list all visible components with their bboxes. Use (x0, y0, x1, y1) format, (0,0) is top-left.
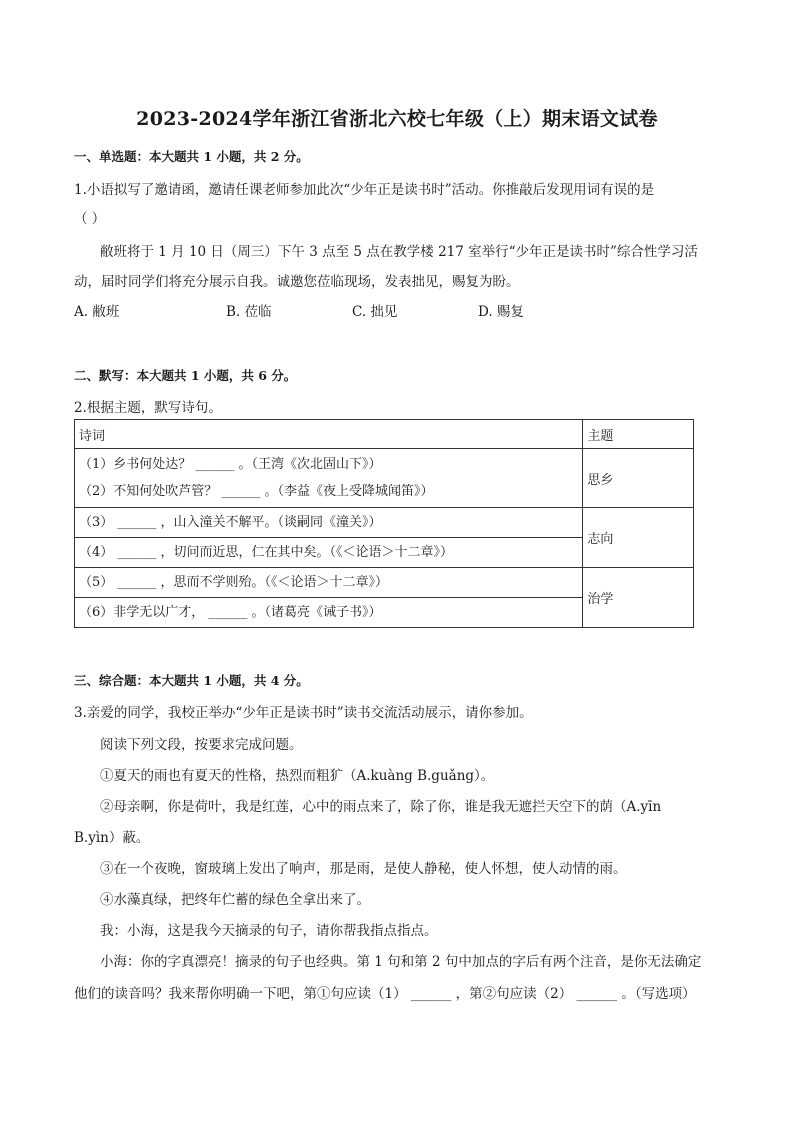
q3-dialogue-me: 我：小海，这是我今天摘录的句子，请你帮我指点指点。 (100, 923, 438, 939)
table-row (75, 508, 694, 538)
poem-line-2: （2）不知何处吹芦管？ ______ 。（李益《夜上受降城闻笛》） (79, 484, 434, 499)
q1-stem-line2: （ ） (74, 211, 106, 227)
q1-option-b[interactable]: B. 莅临 (226, 304, 272, 320)
q3-sentence-1: ①夏天的雨也有夏天的性格，热烈而粗犷（A.kuàng B.guǎng）。 (100, 768, 495, 784)
poem-cell-group-1 (75, 449, 583, 508)
theme-cell-1: 思乡 (583, 449, 694, 508)
header-theme: 主题 (583, 420, 694, 449)
poem-line-1: （1）乡书何处达？ ______ 。（王湾《次北固山下》） (79, 457, 382, 472)
theme-cell-2: 志向 (583, 508, 694, 568)
q3-dialogue-xiaohai: 小海：你的字真漂亮！摘录的句子也经典。第 1 句和第 2 句中加点的字后有两个注音，是你无法确定 (100, 954, 702, 970)
q3-stem: 3.亲爱的同学，我校正举办“少年正是读书时”读书交流活动展示，请你参加。 (74, 705, 533, 721)
page-title: 2023-2024学年浙江省浙北六校七年级（上）期末语文试卷 (136, 108, 658, 130)
q1-stem-line1: 1.小语拟写了邀请函，邀请任课老师参加此次“少年正是读书时”活动。你推敲后发现用词有误的是 (74, 182, 655, 198)
q3-sentence-4: ④水藻真绿，把终年伫蓄的绿色全拿出来了。 (100, 892, 370, 908)
theme-cell-3: 治学 (583, 568, 694, 628)
poem-line-6: （6）非学无以广才， ______ 。（诸葛亮《诫子书》） (79, 605, 382, 620)
section-heading-1: 一、单选题：本大题共 1 小题，共 2 分。 (74, 149, 309, 164)
q1-option-a[interactable]: A. 敝班 (74, 304, 120, 320)
poem-cell-6 (75, 598, 583, 628)
q1-option-d[interactable]: D. 赐复 (478, 304, 524, 320)
q2-stem: 2.根据主题，默写诗句。 (74, 400, 222, 416)
poem-line-5: （5） ______ ，思而不学则殆。（《＜论语＞十二章》） (79, 575, 389, 590)
table-row (75, 449, 694, 508)
q1-option-c[interactable]: C. 拙见 (352, 304, 398, 320)
q1-passage-line1: 敝班将于 1 月 10 日（周三）下午 3 点至 5 点在教学楼 217 室举行“少年正是读书时”综合性学习活 (100, 244, 698, 260)
poem-line-4: （4） ______ ，切问而近思，仁在其中矣。（《＜论语＞十二章》） (79, 545, 454, 560)
q1-passage-line2: 动，届时同学们将充分展示自我。诚邀您莅临现场，发表拙见，赐复为盼。 (74, 274, 520, 290)
q3-instruction: 阅读下列文段，按要求完成问题。 (100, 737, 303, 753)
section-heading-2: 二、默写：本大题共 1 小题，共 6 分。 (74, 368, 297, 383)
q3-sentence-3: ③在一个夜晚，窗玻璃上发出了响声，那是雨，是使人静秘，使人怀想，使人动情的雨。 (100, 861, 627, 877)
poem-cell-5 (75, 568, 583, 598)
section-heading-3: 三、综合题：本大题共 1 小题，共 4 分。 (74, 673, 309, 688)
poem-cell-3 (75, 508, 583, 538)
poem-table (74, 419, 694, 628)
q3-dialogue-xiaohai-cont: 他们的读音吗？我来帮你明确一下吧，第①句应读（1） ______ ，第②句应读（2） ______ 。（写选项） (74, 986, 696, 1002)
table-header-row (75, 420, 694, 449)
q3-sentence-2-cont: B.yìn）蔽。 (74, 830, 150, 846)
q3-sentence-2: ②母亲啊，你是荷叶，我是红莲，心中的雨点来了，除了你，谁是我无遮拦天空下的荫（A.yīn (100, 799, 662, 815)
poem-cell-4 (75, 538, 583, 568)
header-poem: 诗词 (75, 420, 583, 449)
table-row (75, 568, 694, 598)
poem-line-3: （3） ______ ，山入潼关不解平。（谈嗣同《潼关》） (79, 515, 382, 530)
